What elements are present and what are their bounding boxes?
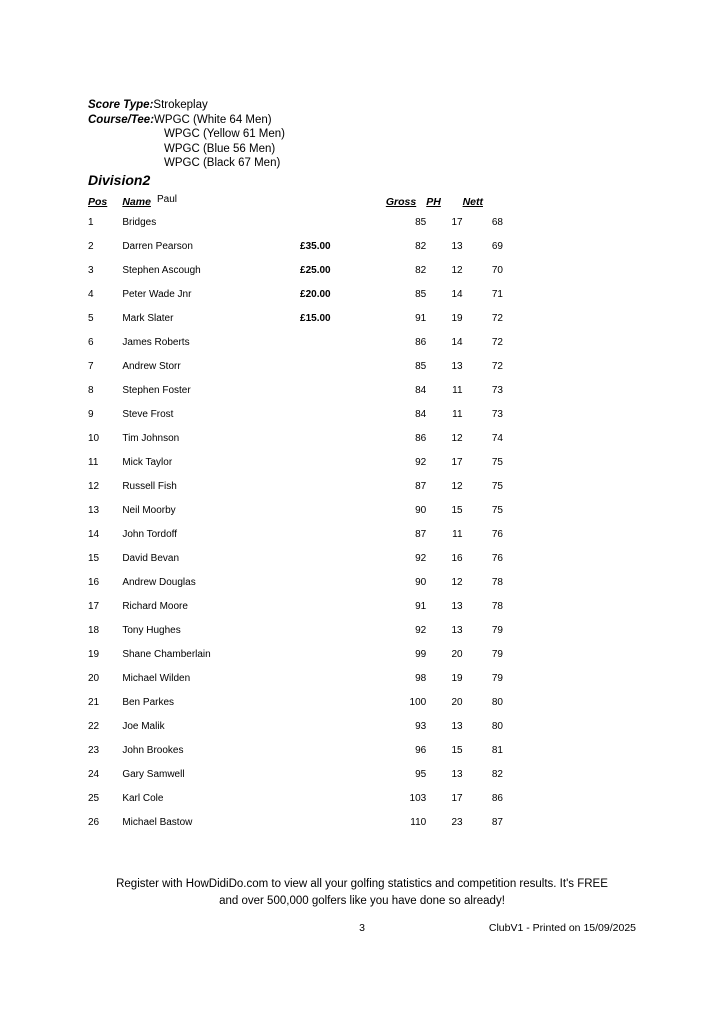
cell-name: John Tordoff [122, 528, 178, 540]
footer-note-line-1: Register with HowDidiDo.com to view all your golfing statistics and competition results. It's FREE [116, 878, 608, 890]
cell-nett: 78 [491, 576, 503, 588]
cell-ph: 17 [451, 216, 463, 228]
cell-gross: 82 [415, 264, 427, 276]
cell-nett: 80 [491, 696, 503, 708]
cell-gross: 85 [415, 288, 427, 300]
cell-name: Joe Malik [122, 720, 165, 732]
cell-pos: 8 [88, 384, 94, 396]
cell-name: Karl Cole [122, 792, 164, 804]
cell-nett: 82 [491, 768, 503, 780]
cell-pos: 26 [88, 816, 100, 828]
page-number: 3 [359, 922, 365, 934]
cell-gross: 87 [415, 480, 427, 492]
cell-pos: 16 [88, 576, 100, 588]
table-row [88, 258, 503, 282]
table-row [88, 570, 503, 594]
cell-nett: 78 [491, 600, 503, 612]
cell-ph: 13 [451, 360, 463, 372]
cell-name: Russell Fish [122, 480, 177, 492]
cell-pos: 20 [88, 672, 100, 684]
report-header [88, 98, 285, 171]
cell-name: Richard Moore [122, 600, 188, 612]
table-row [88, 378, 503, 402]
cell-ph: 17 [451, 456, 463, 468]
table-row [88, 402, 503, 426]
cell-prize [300, 426, 386, 450]
table-row [88, 474, 503, 498]
cell-name: Michael Wilden [122, 672, 191, 684]
cell-gross: 100 [409, 696, 427, 708]
cell-gross: 85 [415, 216, 427, 228]
cell-prize [300, 618, 386, 642]
cell-nett: 79 [491, 672, 503, 684]
cell-prize: £25.00 [300, 264, 331, 276]
cell-ph: 13 [451, 600, 463, 612]
cell-prize [300, 474, 386, 498]
cell-name: Darren Pearson [122, 240, 193, 252]
cell-prize [300, 594, 386, 618]
cell-name: David Bevan [122, 552, 180, 564]
cell-pos: 15 [88, 552, 100, 564]
print-info: ClubV1 - Printed on 15/09/2025 [488, 922, 636, 934]
cell-gross: 82 [415, 240, 427, 252]
table-row [88, 714, 503, 738]
cell-nett: 73 [491, 384, 503, 396]
table-row [88, 450, 503, 474]
cell-pos: 10 [88, 432, 100, 444]
cell-ph: 11 [452, 408, 463, 420]
cell-ph: 19 [451, 312, 463, 324]
cell-name: Mark Slater [122, 312, 174, 324]
cell-prize [300, 402, 386, 426]
cell-ph: 14 [451, 336, 463, 348]
cell-name: Bridges [122, 216, 157, 228]
cell-gross: 91 [415, 312, 427, 324]
cell-nett: 71 [491, 288, 503, 300]
cell-pos: 6 [88, 336, 94, 348]
cell-name: Shane Chamberlain [122, 648, 211, 660]
column-header-nett: Nett [462, 196, 483, 208]
cell-name: Steve Frost [122, 408, 174, 420]
cell-nett: 79 [491, 624, 503, 636]
cell-nett: 87 [491, 816, 503, 828]
cell-pos: 2 [88, 240, 94, 252]
cell-nett: 70 [491, 264, 503, 276]
cell-nett: 73 [491, 408, 503, 420]
cell-gross: 98 [415, 672, 427, 684]
cell-pos: 5 [88, 312, 94, 324]
cell-gross: 110 [410, 816, 427, 828]
cell-gross: 93 [415, 720, 427, 732]
cell-prize [300, 762, 386, 786]
cell-gross: 92 [415, 552, 427, 564]
course-tee-label: Course/Tee: [88, 113, 155, 126]
cell-gross: 90 [415, 504, 427, 516]
cell-prize [300, 570, 386, 594]
division-title: Division2 [88, 172, 151, 188]
cell-gross: 90 [415, 576, 427, 588]
cell-ph: 13 [451, 720, 463, 732]
cell-ph: 20 [451, 648, 463, 660]
table-row [88, 642, 503, 666]
cell-pos: 1 [88, 216, 94, 228]
cell-nett: 75 [491, 456, 503, 468]
cell-gross: 86 [415, 336, 427, 348]
table-row [88, 426, 503, 450]
cell-nett: 76 [491, 528, 503, 540]
cell-gross: 95 [415, 768, 427, 780]
cell-name: Gary Samwell [122, 768, 185, 780]
cell-gross: 96 [415, 744, 427, 756]
cell-prize [300, 642, 386, 666]
cell-gross: 86 [415, 432, 427, 444]
footer-note [0, 876, 724, 910]
cell-ph: 11 [452, 384, 463, 396]
table-row [88, 666, 503, 690]
cell-name: Andrew Douglas [122, 576, 196, 588]
cell-pos: 24 [88, 768, 100, 780]
course-tee-value: WPGC (White 64 Men) [154, 113, 272, 126]
table-row [88, 234, 503, 258]
cell-ph: 17 [451, 792, 463, 804]
cell-prize [300, 690, 386, 714]
cell-name: Tim Johnson [122, 432, 180, 444]
table-row [88, 282, 503, 306]
table-row [88, 522, 503, 546]
column-header-prize [300, 196, 386, 210]
cell-prize: £35.00 [300, 240, 331, 252]
cell-prize: £15.00 [300, 312, 331, 324]
cell-pos: 17 [88, 600, 100, 612]
cell-ph: 16 [451, 552, 463, 564]
cell-name: Neil Moorby [122, 504, 176, 516]
cell-gross: 84 [415, 384, 427, 396]
column-header-ph: PH [426, 196, 441, 208]
cell-ph: 12 [451, 432, 463, 444]
table-row [88, 498, 503, 522]
score-type-value: Strokeplay [153, 99, 208, 111]
cell-name: Tony Hughes [122, 624, 181, 636]
cell-nett: 76 [491, 552, 503, 564]
first-row-name-top: Paul [157, 194, 178, 205]
cell-ph: 15 [451, 504, 463, 516]
cell-prize [300, 786, 386, 810]
table-row [88, 354, 503, 378]
cell-prize [300, 714, 386, 738]
table-row [88, 210, 503, 234]
table-row [88, 738, 503, 762]
table-row [88, 330, 503, 354]
cell-name: Mick Taylor [122, 456, 173, 468]
cell-nett: 80 [491, 720, 503, 732]
cell-pos: 25 [88, 792, 100, 804]
cell-name: Andrew Storr [122, 360, 181, 372]
cell-prize [300, 810, 386, 834]
cell-ph: 20 [451, 696, 463, 708]
cell-gross: 92 [415, 624, 427, 636]
table-row [88, 690, 503, 714]
results-table [88, 196, 503, 834]
cell-name: Peter Wade Jnr [122, 288, 192, 300]
cell-gross: 84 [415, 408, 427, 420]
cell-pos: 23 [88, 744, 100, 756]
cell-ph: 23 [451, 816, 463, 828]
cell-prize [300, 546, 386, 570]
cell-ph: 13 [451, 240, 463, 252]
cell-nett: 69 [491, 240, 503, 252]
cell-pos: 7 [88, 360, 94, 372]
course-tee-line [88, 113, 285, 128]
cell-nett: 72 [491, 312, 503, 324]
cell-nett: 79 [491, 648, 503, 660]
cell-pos: 13 [88, 504, 100, 516]
cell-prize [300, 522, 386, 546]
cell-gross: 92 [415, 456, 427, 468]
cell-pos: 3 [88, 264, 94, 276]
cell-nett: 86 [491, 792, 503, 804]
table-row [88, 618, 503, 642]
cell-nett: 75 [491, 504, 503, 516]
cell-ph: 15 [451, 744, 463, 756]
cell-ph: 14 [451, 288, 463, 300]
cell-name: Stephen Foster [122, 384, 191, 396]
cell-prize [300, 450, 386, 474]
cell-pos: 19 [88, 648, 100, 660]
course-tee-extra-1: WPGC (Yellow 61 Men) [164, 128, 286, 140]
cell-pos: 11 [88, 456, 99, 468]
column-header-name: Name [122, 196, 151, 208]
cell-name: Ben Parkes [122, 696, 175, 708]
table-row [88, 306, 503, 330]
table-row [88, 810, 503, 834]
cell-prize [300, 354, 386, 378]
score-type-label: Score Type: [88, 99, 154, 111]
table-row [88, 786, 503, 810]
cell-nett: 75 [491, 480, 503, 492]
cell-prize [300, 498, 386, 522]
results-table-body [88, 210, 503, 834]
cell-name: Stephen Ascough [122, 264, 201, 276]
cell-prize [300, 378, 386, 402]
cell-pos: 22 [88, 720, 100, 732]
cell-pos: 4 [88, 288, 94, 300]
cell-gross: 99 [415, 648, 427, 660]
cell-ph: 11 [452, 528, 463, 540]
cell-ph: 12 [451, 480, 463, 492]
cell-nett: 81 [491, 744, 503, 756]
table-row [88, 762, 503, 786]
cell-gross: 87 [415, 528, 427, 540]
cell-ph: 13 [451, 624, 463, 636]
cell-ph: 19 [451, 672, 463, 684]
course-tee-extra-3: WPGC (Black 67 Men) [164, 157, 281, 169]
course-tee-extra-2: WPGC (Blue 56 Men) [164, 142, 276, 155]
cell-nett: 68 [491, 216, 503, 228]
cell-pos: 9 [88, 408, 94, 420]
cell-pos: 14 [88, 528, 100, 540]
cell-ph: 12 [451, 576, 463, 588]
cell-pos: 18 [88, 624, 100, 636]
cell-ph: 13 [451, 768, 463, 780]
cell-prize [300, 666, 386, 690]
cell-prize: £20.00 [300, 288, 331, 300]
cell-prize [300, 330, 386, 354]
results-table-head [88, 196, 503, 210]
cell-gross: 85 [415, 360, 427, 372]
footer-note-line-2: and over 500,000 golfers like you have done so already! [219, 895, 505, 907]
cell-nett: 72 [491, 336, 503, 348]
cell-nett: 74 [491, 432, 503, 444]
cell-prize [300, 210, 386, 234]
cell-name: John Brookes [122, 744, 184, 756]
table-row [88, 546, 503, 570]
column-header-pos: Pos [88, 196, 108, 208]
cell-gross: 103 [409, 792, 427, 804]
results-table-wrap [88, 196, 503, 834]
cell-name: James Roberts [122, 336, 190, 348]
cell-pos: 12 [88, 480, 100, 492]
cell-pos: 21 [88, 696, 100, 708]
cell-name: Michael Bastow [122, 816, 193, 828]
column-header-gross: Gross [385, 196, 417, 208]
table-header-row [88, 196, 503, 210]
cell-nett: 72 [491, 360, 503, 372]
score-type-line [88, 98, 285, 113]
cell-gross: 91 [415, 600, 427, 612]
table-row [88, 594, 503, 618]
cell-ph: 12 [451, 264, 463, 276]
cell-prize [300, 738, 386, 762]
